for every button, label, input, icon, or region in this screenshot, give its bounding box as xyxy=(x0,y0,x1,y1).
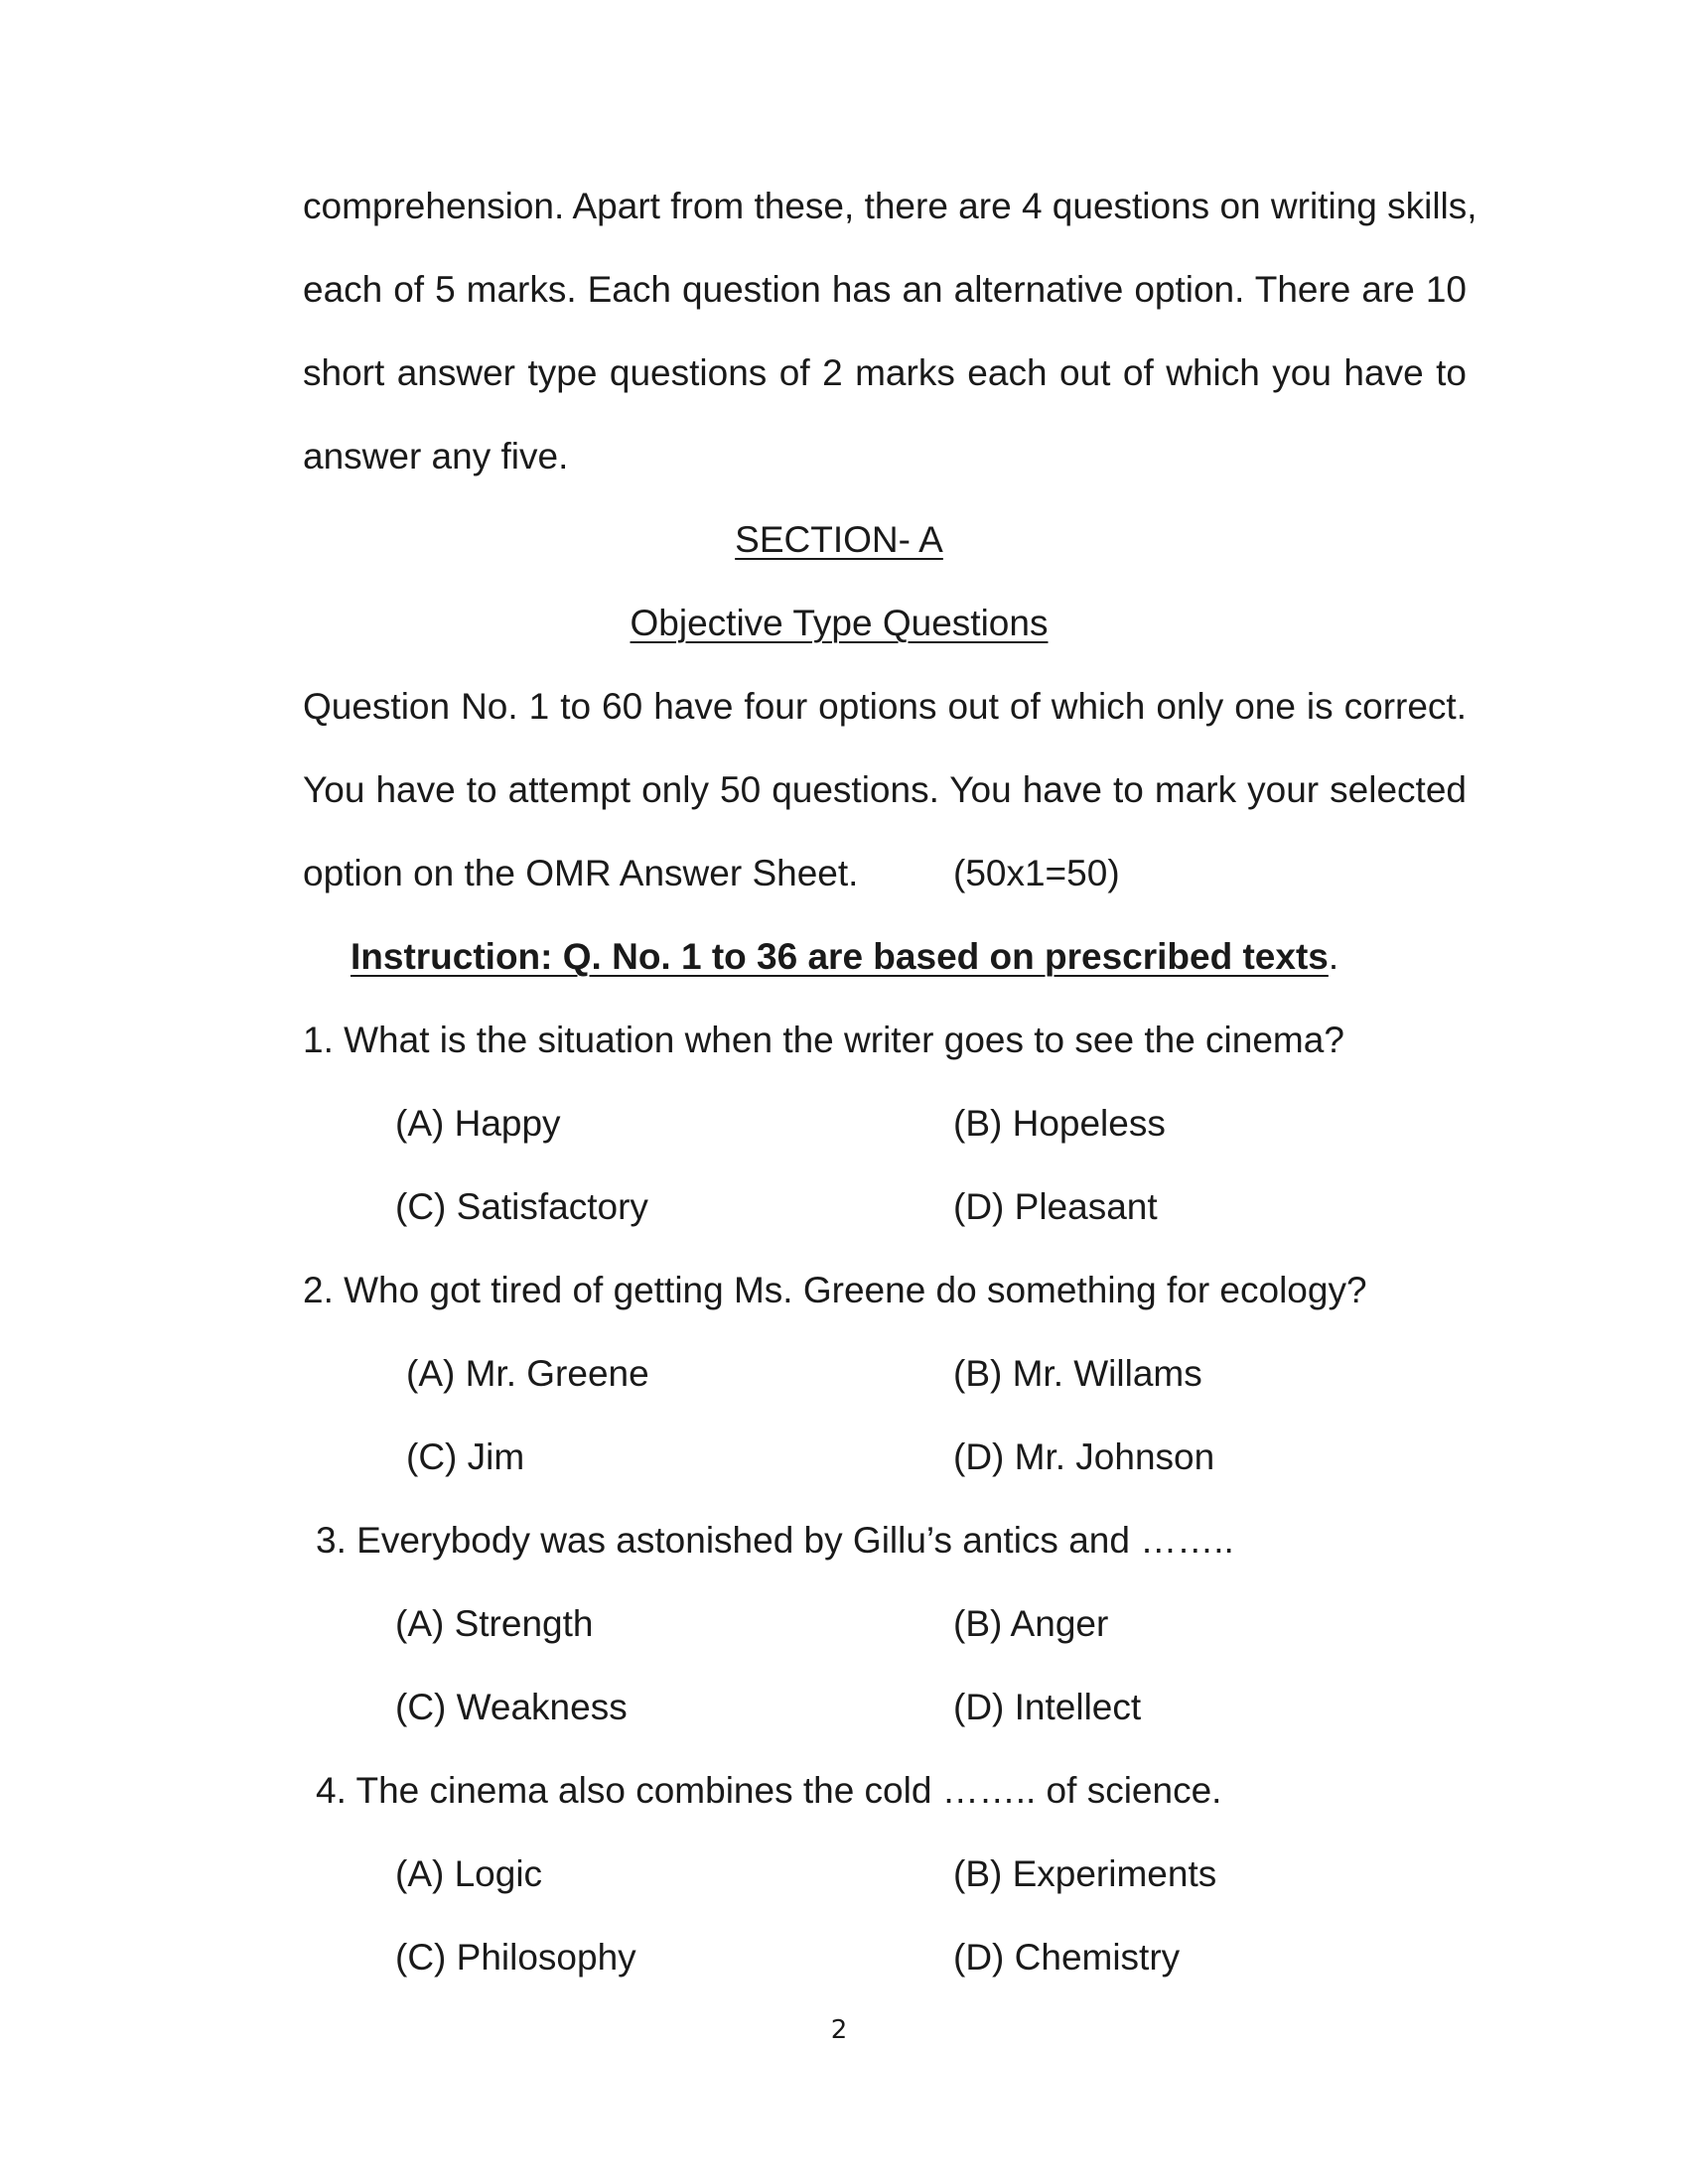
option-b: (B) Experiments xyxy=(953,1853,1217,1894)
texts-instruction-end: . xyxy=(1328,936,1339,977)
option-b: (B) Mr. Willams xyxy=(953,1353,1202,1394)
marks-note: (50x1=50) xyxy=(953,853,1120,893)
option-d: (D) Pleasant xyxy=(953,1186,1158,1227)
option-a: (A) Strength xyxy=(395,1603,594,1644)
option-b: (B) Anger xyxy=(953,1603,1109,1644)
intro-line: comprehension. Apart from these, there are 4 questions on writing skills, xyxy=(303,186,1477,226)
intro-line: short answer type questions of 2 marks each out of which you have to xyxy=(303,352,1467,393)
question-text: 4. The cinema also combines the cold …….. of science. xyxy=(316,1770,1222,1811)
instruction-line: You have to attempt only 50 questions. You have to mark your selected xyxy=(303,769,1467,810)
intro-line: answer any five. xyxy=(303,436,569,477)
intro-line: each of 5 marks. Each question has an alternative option. There are 10 xyxy=(303,269,1467,310)
question-text: 1. What is the situation when the writer goes to see the cinema? xyxy=(303,1020,1344,1060)
section-subtitle: Objective Type Questions xyxy=(630,603,1049,643)
option-c: (C) Weakness xyxy=(395,1687,628,1727)
page-number: 2 xyxy=(830,2015,848,2045)
option-d: (D) Intellect xyxy=(953,1687,1142,1727)
section-title: SECTION- A xyxy=(735,519,943,560)
option-b: (B) Hopeless xyxy=(953,1103,1166,1144)
option-a: (A) Logic xyxy=(395,1853,543,1894)
option-c: (C) Satisfactory xyxy=(395,1186,648,1227)
texts-instruction: Instruction: Q. No. 1 to 36 are based on prescribed texts xyxy=(351,936,1329,977)
option-c: (C) Philosophy xyxy=(395,1937,636,1978)
instruction-line: Question No. 1 to 60 have four options out of which only one is correct. xyxy=(303,686,1467,727)
texts-instruction-block xyxy=(351,935,1338,979)
option-a: (A) Happy xyxy=(395,1103,561,1144)
question-text: 2. Who got tired of getting Ms. Greene do something for ecology? xyxy=(303,1270,1367,1310)
option-c: (C) Jim xyxy=(406,1436,525,1477)
instruction-line: option on the OMR Answer Sheet. xyxy=(303,853,859,893)
option-d: (D) Mr. Johnson xyxy=(953,1436,1215,1477)
option-a: (A) Mr. Greene xyxy=(406,1353,649,1394)
option-d: (D) Chemistry xyxy=(953,1937,1181,1978)
question-text: 3. Everybody was astonished by Gillu’s antics and …….. xyxy=(316,1520,1234,1561)
